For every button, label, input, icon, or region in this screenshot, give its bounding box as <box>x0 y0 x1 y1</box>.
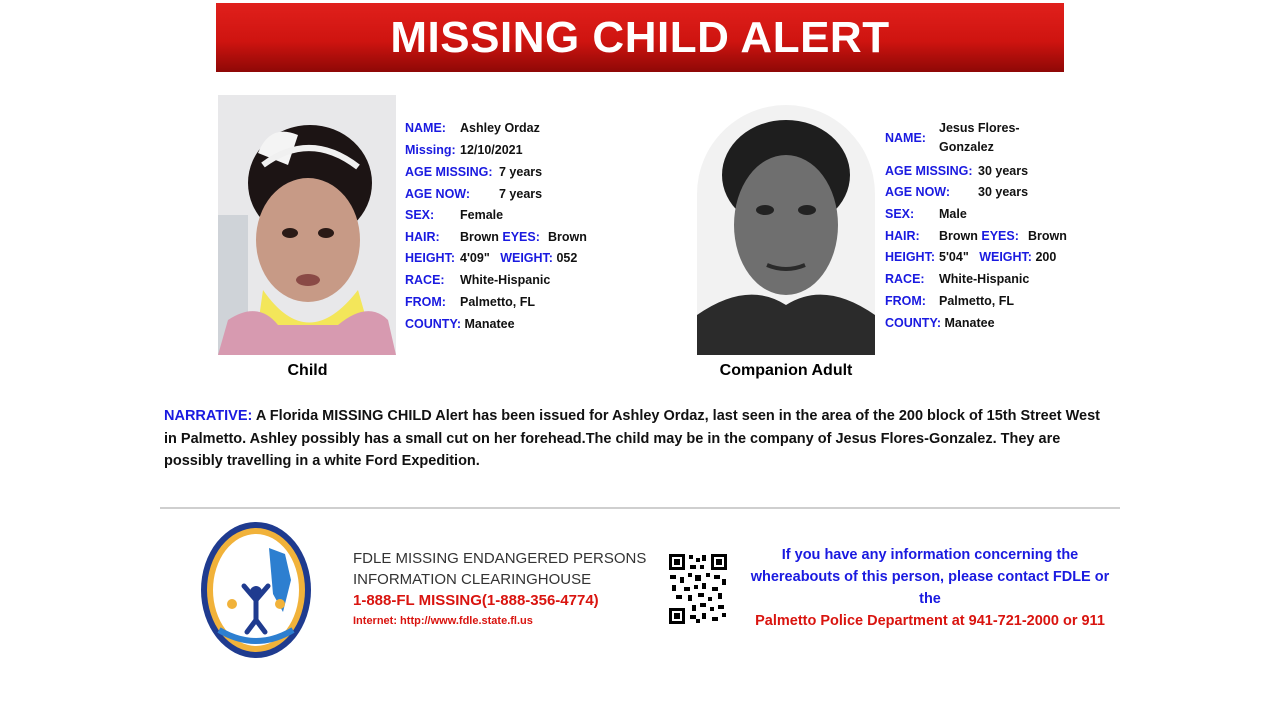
label: HEIGHT: <box>885 250 935 264</box>
contact-line1: If you have any information concerning the <box>781 547 1079 563</box>
label: NAME: <box>405 121 446 135</box>
adult-eyes: Brown <box>1028 229 1067 243</box>
police-contact: Palmetto Police Department at 941-721-2000 or 911 <box>755 613 1105 629</box>
child-height: 4'09" <box>460 251 490 265</box>
child-from: Palmetto, FL <box>460 295 536 309</box>
child-photo <box>218 95 396 355</box>
label: HAIR: <box>405 230 440 244</box>
contact-line2: whereabouts of this person, please contact FDLE or <box>750 569 1110 585</box>
adult-caption: Companion Adult <box>719 362 853 379</box>
child-name: Ashley Ordaz <box>460 121 540 135</box>
contact-message <box>740 544 1120 632</box>
label: EYES: <box>981 229 1019 243</box>
label: RACE: <box>405 273 445 287</box>
label: COUNTY: <box>885 316 942 330</box>
alert-title: MISSING CHILD ALERT <box>390 12 890 62</box>
hotline-phone: 1-888-FL MISSING(1-888-356-4774) <box>353 592 599 609</box>
narrative-text: A Florida MISSING CHILD Alert has been issued for Ashley Ordaz, last seen in the area of the 200 block of 15th Street West in Palmetto. Ashley possibly has a small cut on her forehead.The child may be in the company of Jesus Flores-Gonzalez. They are possibly travelling in a white Ford Expedition. <box>164 408 1101 469</box>
adult-name-line2: Gonzalez <box>939 140 994 154</box>
child-sex: Female <box>460 208 504 222</box>
narrative <box>164 405 1114 473</box>
adult-name-line1: Jesus Flores- <box>939 121 1020 135</box>
adult-county: Manatee <box>944 316 995 330</box>
adult-hair: Brown <box>939 229 978 243</box>
clearinghouse-seal-icon <box>199 520 314 660</box>
adult-weight: 200 <box>1035 250 1057 264</box>
child-weight: 052 <box>556 251 578 265</box>
fdle-contact-info <box>353 548 646 632</box>
label: RACE: <box>885 272 925 286</box>
child-hair: Brown <box>460 230 499 244</box>
adult-age-missing: 30 years <box>978 164 1029 178</box>
narrative-label: NARRATIVE: <box>164 408 253 424</box>
label: EYES: <box>502 230 540 244</box>
label: COUNTY: <box>405 317 462 331</box>
label: FROM: <box>405 295 446 309</box>
child-missing-date: 12/10/2021 <box>460 143 523 157</box>
child-county: Manatee <box>464 317 515 331</box>
qr-code-icon <box>668 553 728 625</box>
adult-sex: Male <box>939 207 967 221</box>
contact-line3: the <box>919 591 941 607</box>
adult-race: White-Hispanic <box>939 272 1030 286</box>
label: FROM: <box>885 294 926 308</box>
label: SEX: <box>405 208 435 222</box>
footer-divider <box>160 507 1120 509</box>
adult-from: Palmetto, FL <box>939 294 1015 308</box>
label: AGE MISSING: <box>405 165 493 179</box>
adult-age-now: 30 years <box>978 185 1029 199</box>
org-line1: FDLE MISSING ENDANGERED PERSONS <box>353 550 647 567</box>
internet-link[interactable]: Internet: http://www.fdle.state.fl.us <box>353 615 533 627</box>
label: HAIR: <box>885 229 920 243</box>
child-eyes: Brown <box>548 230 587 244</box>
label: AGE NOW: <box>885 185 951 199</box>
alert-banner <box>216 3 1064 72</box>
child-age-missing: 7 years <box>499 165 543 179</box>
label: WEIGHT: <box>979 250 1032 264</box>
label: WEIGHT: <box>500 251 553 265</box>
adult-photo <box>697 105 875 355</box>
label: Missing: <box>405 143 456 157</box>
label: AGE MISSING: <box>885 164 973 178</box>
label: NAME: <box>885 131 926 145</box>
label: HEIGHT: <box>405 251 455 265</box>
label: SEX: <box>885 207 915 221</box>
org-line2: INFORMATION CLEARINGHOUSE <box>353 571 592 588</box>
label: AGE NOW: <box>405 187 471 201</box>
child-caption: Child <box>287 362 328 379</box>
adult-height: 5'04" <box>939 250 969 264</box>
child-race: White-Hispanic <box>460 273 551 287</box>
child-age-now: 7 years <box>499 187 543 201</box>
